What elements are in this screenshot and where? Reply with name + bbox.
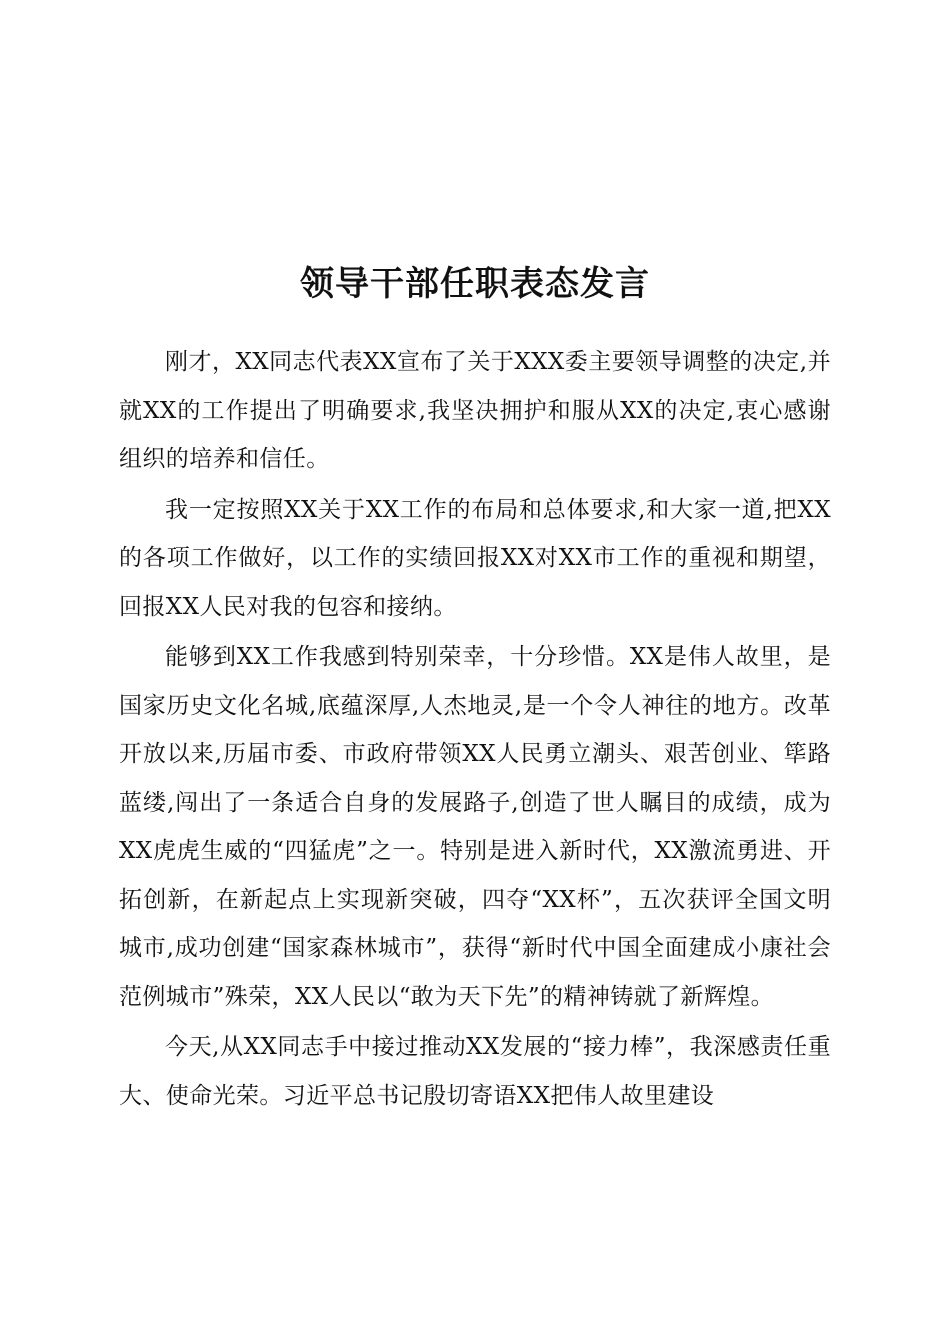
paragraph-4: 今天,从XX同志手中接过推动XX发展的“接力棒”，我深感责任重大、使命光荣。习近平总书记殷切寄语XX把伟人故里建设 xyxy=(119,1034,831,1109)
paragraph-3: 能够到XX工作我感到特别荣幸，十分珍惜。XX是伟人故里，是国家历史文化名城,底蕴深厚,人杰地灵,是一个令人神往的地方。改革开放以来,历届市委、市政府带领XX人民勇立潮头、艰苦创业、筚路蓝缕,闯出了一条适合自身的发展路子,创造了世人瞩目的成绩，成为XX虎虎生威的“四猛虎”之一。特别是进入新时代，XX激流勇进、开拓创新，在新起点上实现新突破，四夺“XX杯”，五次获评全国文明城市,成功创建“国家森林城市”，获得“新时代中国全面建成小康社会范例城市”殊荣，XX人民以“敢为天下先”的精神铸就了新辉煌。 xyxy=(119,644,831,1010)
document-body xyxy=(119,338,831,1122)
paragraph-2: 我一定按照XX关于XX工作的布局和总体要求,和大家一道,把XX的各项工作做好，以工作的实绩回报XX对XX市工作的重视和期望，回报XX人民对我的包容和接纳。 xyxy=(119,496,831,620)
paragraph-1: 刚才，XX同志代表XX宣布了关于XXX委主要领导调整的决定,并就XX的工作提出了明确要求,我坚决拥护和服从XX的决定,衷心感谢组织的培养和信任。 xyxy=(119,349,831,472)
document-title: 领导干部任职表态发言 xyxy=(300,264,650,304)
